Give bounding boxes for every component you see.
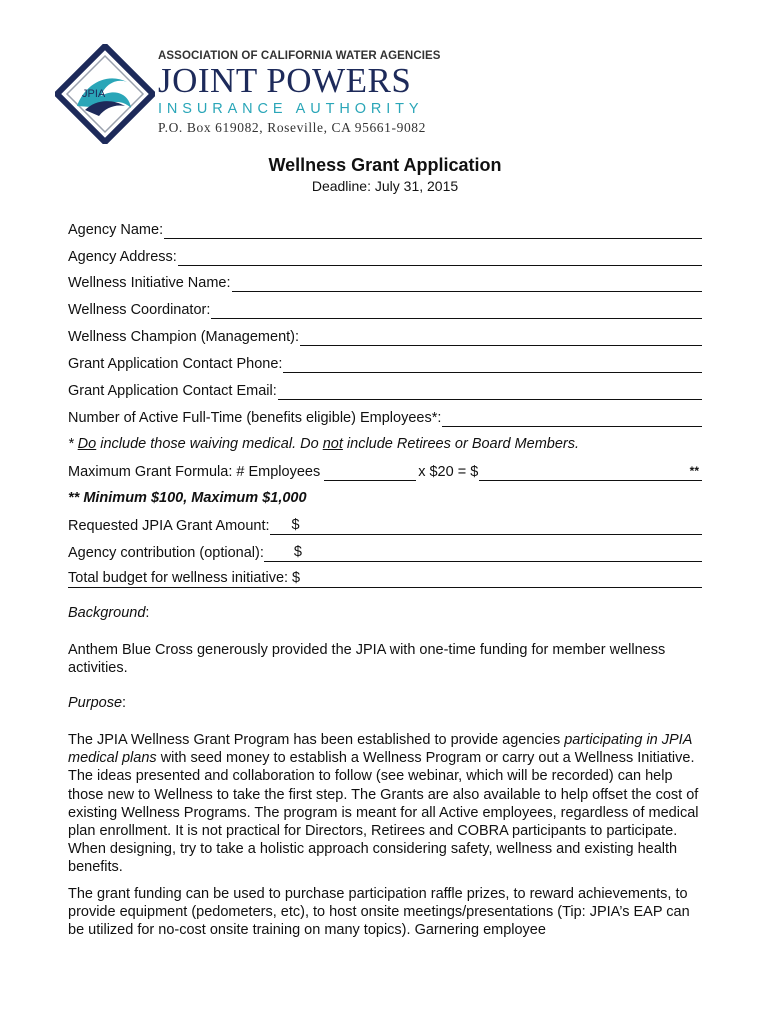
champion-field[interactable] <box>68 329 702 346</box>
formula-result-input[interactable] <box>479 463 702 481</box>
logo-jpia-text: JPIA <box>82 88 106 100</box>
employees-field[interactable] <box>68 410 702 427</box>
form-deadline: Deadline: July 31, 2015 <box>311 178 459 194</box>
formula-label: Maximum Grant Formula: # Employees <box>68 464 321 480</box>
champion-label: Wellness Champion (Management): <box>68 329 300 345</box>
total-budget-input[interactable] <box>302 572 702 588</box>
agency-address-input[interactable] <box>178 250 702 266</box>
contribution-gap <box>264 546 294 562</box>
contact-phone-label: Grant Application Contact Phone: <box>68 356 283 372</box>
initiative-name-label: Wellness Initiative Name: <box>68 275 231 291</box>
initiative-name-input[interactable] <box>232 276 702 292</box>
coordinator-input[interactable] <box>211 303 702 319</box>
purpose-heading-text: Purpose <box>68 695 123 711</box>
purpose-p1-start: The JPIA Wellness Grant Program has been established to provide agencies <box>68 732 565 748</box>
requested-amount-input[interactable] <box>302 519 702 535</box>
org-name: JOINT POWERS <box>158 61 412 100</box>
note-asterisk: * <box>68 436 78 452</box>
note-middle: include those waiving medical. Do <box>96 436 323 452</box>
agency-name-field[interactable] <box>68 222 702 239</box>
association-name: ASSOCIATION OF CALIFORNIA WATER AGENCIES <box>158 50 441 62</box>
employees-note <box>68 436 579 452</box>
purpose-paragraph-1 <box>68 731 708 877</box>
contact-email-input[interactable] <box>278 384 702 400</box>
contribution-label: Agency contribution (optional): <box>68 545 264 561</box>
champion-input[interactable] <box>300 330 702 346</box>
requested-dollar: $ <box>291 517 300 533</box>
agency-address-field[interactable] <box>68 249 702 266</box>
purpose-p1-italic: participating in JPIA medical plans <box>68 732 692 767</box>
requested-gap <box>270 519 292 535</box>
formula-employees-input[interactable] <box>324 465 416 481</box>
jpia-logo-wave-icon <box>55 44 155 144</box>
background-heading <box>68 605 149 621</box>
contact-phone-field[interactable] <box>68 356 702 373</box>
total-budget-dollar: $ <box>288 570 302 588</box>
contribution-field[interactable] <box>68 544 702 562</box>
note-not: not <box>322 436 343 452</box>
purpose-paragraph-2: The grant funding can be used to purchase participation raffle prizes, to reward achievements, to provide equipment (pedometers, etc), to host onsite meetings/presentations (Tip: JPIA’s EAP can be utilized for no-cost onsite training on many topics). Garnering employee <box>68 886 690 939</box>
jpia-logo <box>55 44 441 144</box>
coordinator-field[interactable] <box>68 302 702 319</box>
coordinator-label: Wellness Coordinator: <box>68 302 211 318</box>
min-max-note: ** Minimum $100, Maximum $1,000 <box>68 490 307 506</box>
contribution-dollar: $ <box>293 544 302 560</box>
requested-amount-label: Requested JPIA Grant Amount: <box>68 518 270 534</box>
contact-email-label: Grant Application Contact Email: <box>68 383 277 399</box>
org-text-block <box>158 50 441 136</box>
org-address: P.O. Box 619082, Roseville, CA 95661-9082 <box>158 120 426 135</box>
org-subtitle: INSURANCE AUTHORITY <box>158 101 424 117</box>
note-do: Do <box>77 436 97 452</box>
grant-formula-field[interactable] <box>68 463 702 481</box>
contact-email-field[interactable] <box>68 383 702 400</box>
agency-name-label: Agency Name: <box>68 222 164 238</box>
background-colon: : <box>145 605 150 621</box>
total-budget-label: Total budget for wellness initiative: <box>68 570 289 586</box>
formula-multiplier: x $20 = $ <box>418 464 479 480</box>
employees-label: Number of Active Full-Time (benefits eligible) Employees*: <box>68 410 442 426</box>
formula-stars: ** <box>689 464 699 478</box>
agency-address-label: Agency Address: <box>68 249 177 265</box>
purpose-colon: : <box>122 695 127 711</box>
purpose-p1-end: with seed money to establish a Wellness Program or carry out a Wellness Initiative. The ideas presented and collaboration to follow (see webinar, which will be recorded) can help those new to Wellness to take the first step. The Grants are also available to help offset the cost of existing Wellness Programs. The program is meant for all Active employees, regardless of medical plan enrollment. It is not practical for Directors, Retirees and COBRA participants to participate. When designing, try to take a holistic approach considering safety, wellness and existing health benefits. <box>68 750 699 876</box>
background-heading-text: Background <box>68 605 146 621</box>
contribution-input[interactable] <box>304 546 702 562</box>
form-title: Wellness Grant Application <box>268 155 502 175</box>
agency-name-input[interactable] <box>164 223 702 239</box>
employees-input[interactable] <box>442 411 702 427</box>
purpose-heading <box>68 695 126 711</box>
contact-phone-input[interactable] <box>283 357 702 373</box>
total-budget-field[interactable] <box>68 570 702 588</box>
requested-amount-field[interactable] <box>68 517 702 535</box>
background-text: Anthem Blue Cross generously provided the JPIA with one-time funding for member wellness activities. <box>68 642 666 677</box>
note-end: include Retirees or Board Members. <box>342 436 580 452</box>
initiative-name-field[interactable] <box>68 275 702 292</box>
